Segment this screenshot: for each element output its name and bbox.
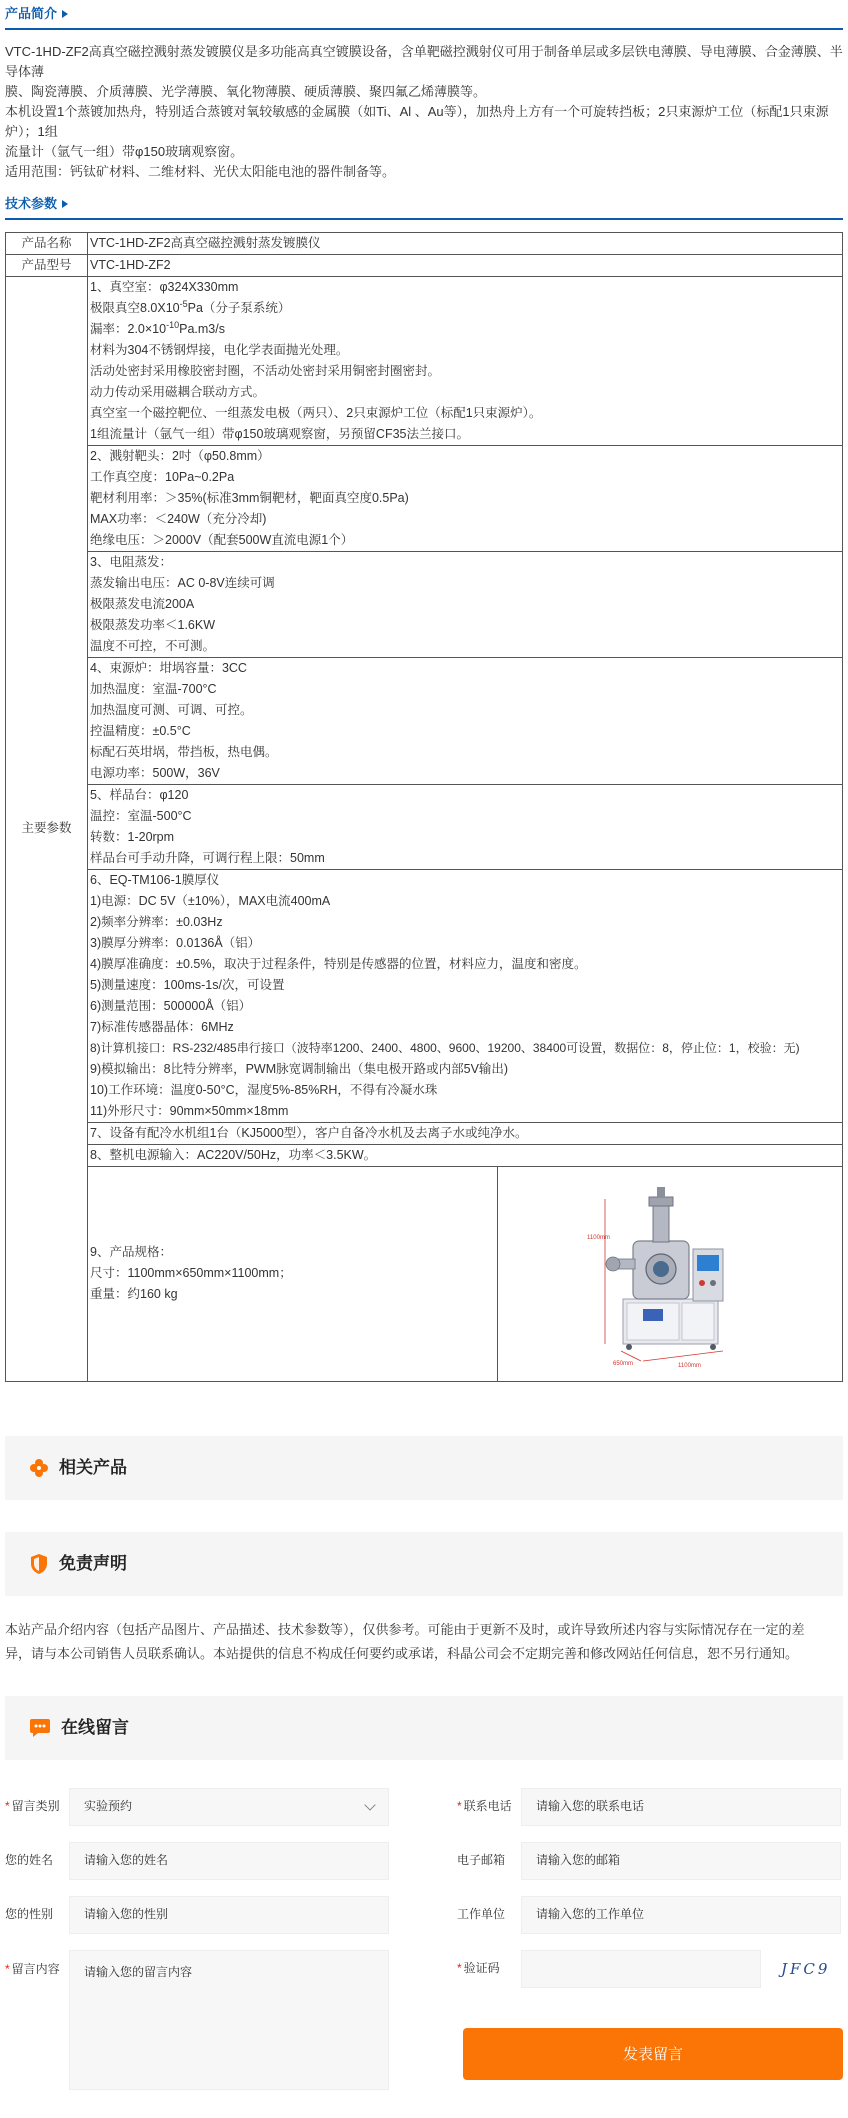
- name-row: [5, 1842, 389, 1880]
- category-label: * 留言类别: [5, 1799, 60, 1813]
- spec-line: 6、EQ-TM106-1膜厚仪: [90, 872, 220, 887]
- content-label: * 留言内容: [5, 1961, 60, 1976]
- submit-button[interactable]: 发表留言: [463, 2028, 843, 2080]
- phone-row: [457, 1788, 841, 1826]
- spec-line: 电源功率：500W，36V: [90, 765, 220, 780]
- spec-line: 7)标准传感器晶体：6MHz: [90, 1019, 234, 1034]
- intro-section-title: 产品简介: [5, 4, 68, 25]
- chat-bubble-icon: [29, 1718, 51, 1738]
- specs-section-header: [5, 190, 843, 220]
- triangle-right-icon: [62, 200, 68, 208]
- spec-line: 2)频率分辨率：±0.03Hz: [90, 914, 223, 929]
- spec-line: 极限蒸发电流200A: [90, 596, 195, 611]
- spec-line: 蒸发输出电压：AC 0-8V连续可调: [90, 575, 275, 590]
- spec-line: 8)计算机接口：RS-232/485串行接口（波特率1200、2400、4800、9600、19200、38400可设置，数据位：8，停止位：1，校验：无): [90, 1040, 800, 1055]
- disclaimer-line: 异，请与本公司销售人员联系确认。本站提供的信息不构成任何要约或承诺，科晶公司会不定期完善和修改网站任何信息，恕不另行通知。: [5, 1645, 799, 1661]
- captcha-image[interactable]: JFC9: [781, 1959, 831, 1978]
- gender-input[interactable]: 请输入您的性别: [69, 1896, 389, 1934]
- spec-block-1: [88, 276, 843, 445]
- captcha-label: * 验证码: [457, 1961, 500, 1975]
- company-row: [457, 1896, 841, 1934]
- spec-line: 活动处密封采用橡胶密封圈，不活动处密封采用铜密封圈密封。: [90, 363, 441, 378]
- intro-section-header: [5, 0, 843, 30]
- spec-line: 9)模拟输出：8比特分辨率，PWM脉宽调制输出（集电极开路或内部5V输出): [90, 1061, 509, 1076]
- spec-line-vacuum: 极限真空$8.0X10^{-5}Pa$（分子泵系统）: [90, 298, 291, 315]
- spec-line: 重量：约160 kg: [90, 1287, 178, 1302]
- spec-line: 2、溅射靶头：2吋（φ50.8mm）: [90, 448, 270, 463]
- company-input[interactable]: 请输入您的工作单位: [521, 1896, 841, 1934]
- spec-line: 6)测量范围：500000Å（铝）: [90, 998, 252, 1013]
- spec-line: 1)电源：DC 5V（±10%），MAX电流400mA: [90, 893, 331, 908]
- spec-line: 控温精度：±0.5°C: [90, 723, 191, 738]
- disclaimer-line: 本站产品介绍内容（包括产品图片、产品描述、技术参数等），仅供参考。可能由于更新不及时，或许导致所述内容与实际情况存在一定的差: [5, 1621, 805, 1637]
- message-panel: [5, 1696, 843, 1760]
- dimension-width-label: 1100mm: [677, 1362, 701, 1369]
- spec-line: 样品台可手动升降，可调行程上限：50mm: [90, 850, 325, 865]
- spec-line: 温度不可控，不可测。: [90, 638, 216, 653]
- content-row: [5, 1950, 389, 2090]
- spec-line: 5、样品台：φ120: [90, 787, 189, 802]
- dimension-height-label: 1100mm: [586, 1234, 610, 1241]
- spec-line: 3)膜厚分辨率：0.0136Å（铝）: [90, 935, 261, 950]
- spec-line: 加热温度可测、可调、可控。: [90, 702, 253, 717]
- disclaimer-title: 免责声明: [59, 1554, 127, 1573]
- spec-block-4: [88, 657, 843, 784]
- related-products-title: 相关产品: [59, 1458, 127, 1477]
- name-input[interactable]: 请输入您的姓名: [69, 1842, 389, 1880]
- product-image-cell: [498, 1166, 843, 1381]
- category-row: [5, 1788, 389, 1826]
- spec-line: 工作真空度：10Pa~0.2Pa: [90, 469, 235, 484]
- phone-label: * 联系电话: [457, 1799, 512, 1813]
- intro-text: [5, 30, 843, 190]
- spec-block-2: [88, 445, 843, 551]
- disclaimer-text: [5, 1596, 843, 1666]
- spec-line-leak: 漏率：$2.0\times 10^{-10}Pa.m3/s$: [90, 319, 225, 336]
- spec-line: 标配石英坩埚，带挡板，热电偶。: [90, 744, 278, 759]
- related-products-panel: [5, 1436, 843, 1500]
- email-row: [457, 1842, 841, 1880]
- spec-line: 8、整机电源输入：AC220V/50Hz，功率＜3.5KW。: [90, 1147, 377, 1162]
- gender-row: [5, 1896, 389, 1934]
- phone-input[interactable]: 请输入您的联系电话: [521, 1788, 841, 1826]
- spec-line: 温控：室温-500°C: [90, 808, 192, 823]
- spec-line: 尺寸：1100mm×650mm×1100mm；: [90, 1266, 292, 1281]
- name-label: 您的姓名: [5, 1853, 54, 1867]
- dimension-depth-label: 650mm: [612, 1360, 633, 1367]
- chevron-down-icon: [364, 1799, 375, 1810]
- intro-line: 本机设置1个蒸镀加热舟，特别适合蒸镀对氧较敏感的金属膜（如Ti、Al 、Au等），加热舟上方有一个可旋转挡板；2只束源炉工位（标配1只束源炉）；1组: [5, 103, 829, 139]
- spec-line: 极限蒸发功率＜1.6KW: [90, 617, 216, 632]
- specs-table: [5, 232, 843, 1382]
- spec-line: 1组流量计（氩气一组）带φ150玻璃观察窗，另预留CF35法兰接口。: [90, 426, 469, 441]
- spec-line: MAX功率：＜240W（充分冷却): [90, 511, 267, 526]
- spec-block-3: [88, 551, 843, 657]
- spec-line: 5)测量速度：100ms-1s/次，可设置: [90, 977, 285, 992]
- spec-line: 材料为304不锈钢焊接，电化学表面抛光处理。: [90, 342, 349, 357]
- spec-block-7: [88, 1122, 843, 1144]
- intro-line: 流量计（氩气一组）带φ150玻璃观察窗。: [5, 143, 244, 159]
- message-title: 在线留言: [61, 1718, 129, 1737]
- spec-line: 11)外形尺寸：90mm×50mm×18mm: [90, 1103, 289, 1118]
- product-image: [583, 1179, 758, 1369]
- shield-icon: [29, 1553, 49, 1575]
- spec-block-9: [88, 1166, 498, 1381]
- disclaimer-panel: [5, 1532, 843, 1596]
- spec-line: 9、产品规格：: [90, 1245, 172, 1260]
- intro-line: VTC-1HD-ZF2高真空磁控溅射蒸发镀膜仪是多功能高真空镀膜设备，含单靶磁控溅射仪可用于制备单层或多层铁电薄膜、导电薄膜、合金薄膜、半导体薄: [5, 43, 843, 79]
- spec-block-6: [88, 869, 843, 1122]
- spec-line: 动力传动采用磁耦合联动方式。: [90, 384, 266, 399]
- company-label: 工作单位: [457, 1907, 506, 1921]
- spec-line: 靶材利用率：＞35%(标准3mm铜靶材，靶面真空度0.5Pa): [90, 490, 409, 505]
- specs-section-title: 技术参数: [5, 194, 68, 215]
- spec-line: 4)膜厚准确度：±0.5%，取决于过程条件，特别是传感器的位置，材料应力，温度和密度。: [90, 956, 587, 971]
- spec-line: 3、电阻蒸发：: [90, 554, 172, 569]
- spec-value: VTC-1HD-ZF2高真空磁控溅射蒸发镀膜仪: [88, 232, 843, 254]
- spec-block-8: [88, 1144, 843, 1166]
- spec-line: 绝缘电压：＞2000V（配套500W直流电源1个）: [90, 532, 354, 547]
- spec-line: 1、真空室：φ324X330mm: [90, 279, 239, 294]
- email-label: 电子邮箱: [457, 1853, 506, 1867]
- intro-line: 膜、陶瓷薄膜、介质薄膜、光学薄膜、氧化物薄膜、硬质薄膜、聚四氟乙烯薄膜等。: [5, 83, 487, 99]
- spec-block-5: [88, 784, 843, 869]
- spec-label-main: 主要参数: [6, 276, 88, 1381]
- captcha-input[interactable]: [521, 1950, 761, 1988]
- spec-line: 真空室一个磁控靶位、一组蒸发电极（两只）、2只束源炉工位（标配1只束源炉）。: [90, 405, 542, 420]
- spec-line: 4、束源炉：坩埚容量：3CC: [90, 660, 247, 675]
- flower-icon: [29, 1458, 49, 1478]
- spec-line: 转数：1-20rpm: [90, 829, 175, 844]
- category-select[interactable]: 实验预约: [69, 1788, 389, 1826]
- triangle-right-icon: [62, 10, 68, 18]
- spec-value: VTC-1HD-ZF2: [88, 254, 843, 276]
- spec-label: 产品型号: [6, 254, 88, 276]
- message-form: [5, 1788, 843, 2118]
- content-textarea[interactable]: 请输入您的留言内容: [69, 1950, 389, 2090]
- intro-line: 适用范围：钙钛矿材料、二维材料、光伏太阳能电池的器件制备等。: [5, 163, 396, 179]
- spec-line: 加热温度：室温-700°C: [90, 681, 217, 696]
- spec-line: 7、设备有配冷水机组1台（KJ5000型），客户自备冷水机及去离子水或纯净水。: [90, 1125, 528, 1140]
- captcha-row: [457, 1950, 830, 1988]
- gender-label: 您的性别: [5, 1907, 54, 1921]
- spec-line: 10)工作环境：温度0-50°C，湿度5%-85%RH，不得有冷凝水珠: [90, 1082, 438, 1097]
- email-input[interactable]: 请输入您的邮箱: [521, 1842, 841, 1880]
- spec-label: 产品名称: [6, 232, 88, 254]
